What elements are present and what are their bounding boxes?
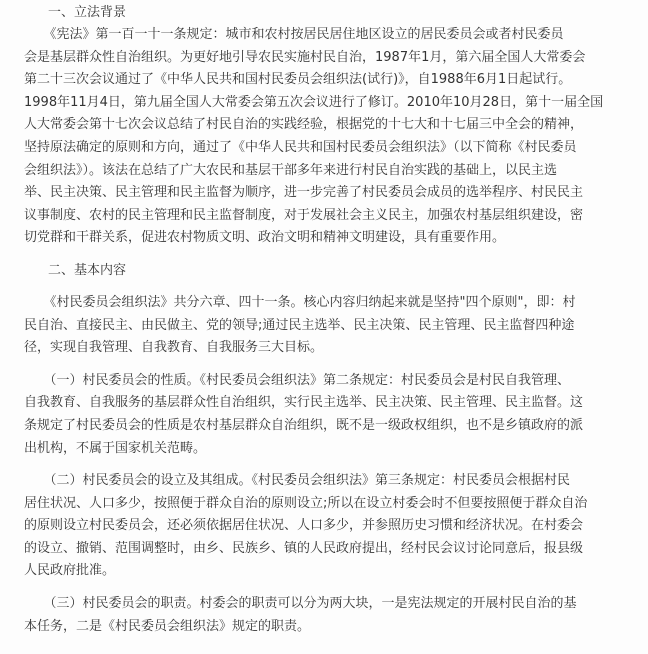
text-line: 1998年11月4日，第九届全国人大常委会第五次会议进行了修订。2010年10月28日，第十一届全国 (24, 94, 604, 110)
paragraph-committee-duties (24, 593, 624, 638)
text-line: 坚持原法确定的原则和方向，通过了《中华人民共和国村民委员会组织法》（以下简称《村民委员 (24, 139, 577, 155)
text-line: 《宪法》第一百一十一条规定：城市和农村按居民居住地区设立的居民委员会或者村民委员 (24, 27, 564, 42)
text-line: 议事制度、农村的民主管理和民主监督制度，对于发展社会主义民主，加强农村基层组织建设，密 (24, 207, 584, 223)
section-heading-basic-content: 二、基本内容 (48, 262, 127, 278)
text-line: 出机构，不属于国家机关范畴。 (24, 440, 207, 456)
text-line: （三）村民委员会的职责。村委会的职责可以分为两大块，一是宪法规定的开展村民自治的基 (24, 596, 577, 612)
paragraph-legislative-background (24, 24, 624, 250)
paragraph-basic-content-intro (24, 292, 624, 360)
text-line: （二）村民委员会的设立及其组成。《村民委员会组织法》第三条规定：村民委员会根据村民 (24, 473, 571, 489)
text-line: 会组织法》）。该法在总结了广大农民和基层干部多年来进行村民自治实践的基础上，以民主选 (24, 162, 558, 178)
text-line: 会是基层群众性自治组织。为更好地引导农民实施村民自治，1987年1月，第六届全国人大常委会 (24, 49, 586, 65)
text-line: 条规定了村民委员会的性质是农村基层群众自治组织，既不是一级政权组织，也不是乡镇政府的派 (24, 417, 584, 433)
text-line: 的设立、撤销、范围调整时，由乡、民族乡、镇的人民政府提出，经村民会议讨论同意后，报县级 (24, 540, 584, 556)
paragraph-committee-nature (24, 370, 624, 460)
text-line: 的原则设立村民委员会，还必须依据居住状况、人口多少，并参照历史习惯和经济状况。在村委会 (24, 518, 584, 534)
text-line: 切党群和干群关系，促进农村物质文明、政治文明和精神文明建设，具有重要作用。 (24, 230, 506, 246)
text-line: 径，实现自我管理、自我教育、自我服务三大目标。 (24, 340, 324, 356)
text-line: 人民政府批准。 (24, 563, 116, 579)
text-line: 人大常委会第十七次会议总结了村民自治的实践经验，根据党的十七大和十七届三中全会的精神， (24, 117, 584, 133)
section-heading-legislative-background: 一、立法背景 (48, 5, 127, 20)
text-line: （一）村民委员会的性质。《村民委员会组织法》第二条规定：村民委员会是村民自我管理、 (24, 372, 571, 388)
paragraph-committee-establishment (24, 470, 624, 583)
text-line: 自我教育、自我服务的基层群众性自治组织，实行民主选举、民主决策、民主管理、民主监督。这 (24, 395, 584, 411)
text-line: 本任务，二是《村民委员会组织法》规定的职责。 (24, 618, 311, 634)
text-line: 居住状况、人口多少，按照便于群众自治的原则设立;所以在设立村委会时不但要按照便于群众自治 (24, 495, 588, 511)
text-line: 第二十三次会议通过了《中华人民共和国村民委员会组织法(试行)》，自1988年6月1日起试行。 (24, 72, 572, 88)
text-line: 《村民委员会组织法》共分六章、四十一条。核心内容归纳起来就是坚持"四个原则"，即：村 (24, 294, 576, 310)
text-line: 民自治、直接民主、由民做主、党的领导;通过民主选举、民主决策、民主管理、民主监督四种途 (24, 317, 575, 333)
text-line: 举、民主决策、民主管理和民主监督为顺序，进一步完善了村民委员会成员的选举程序、村民民主 (24, 185, 584, 201)
